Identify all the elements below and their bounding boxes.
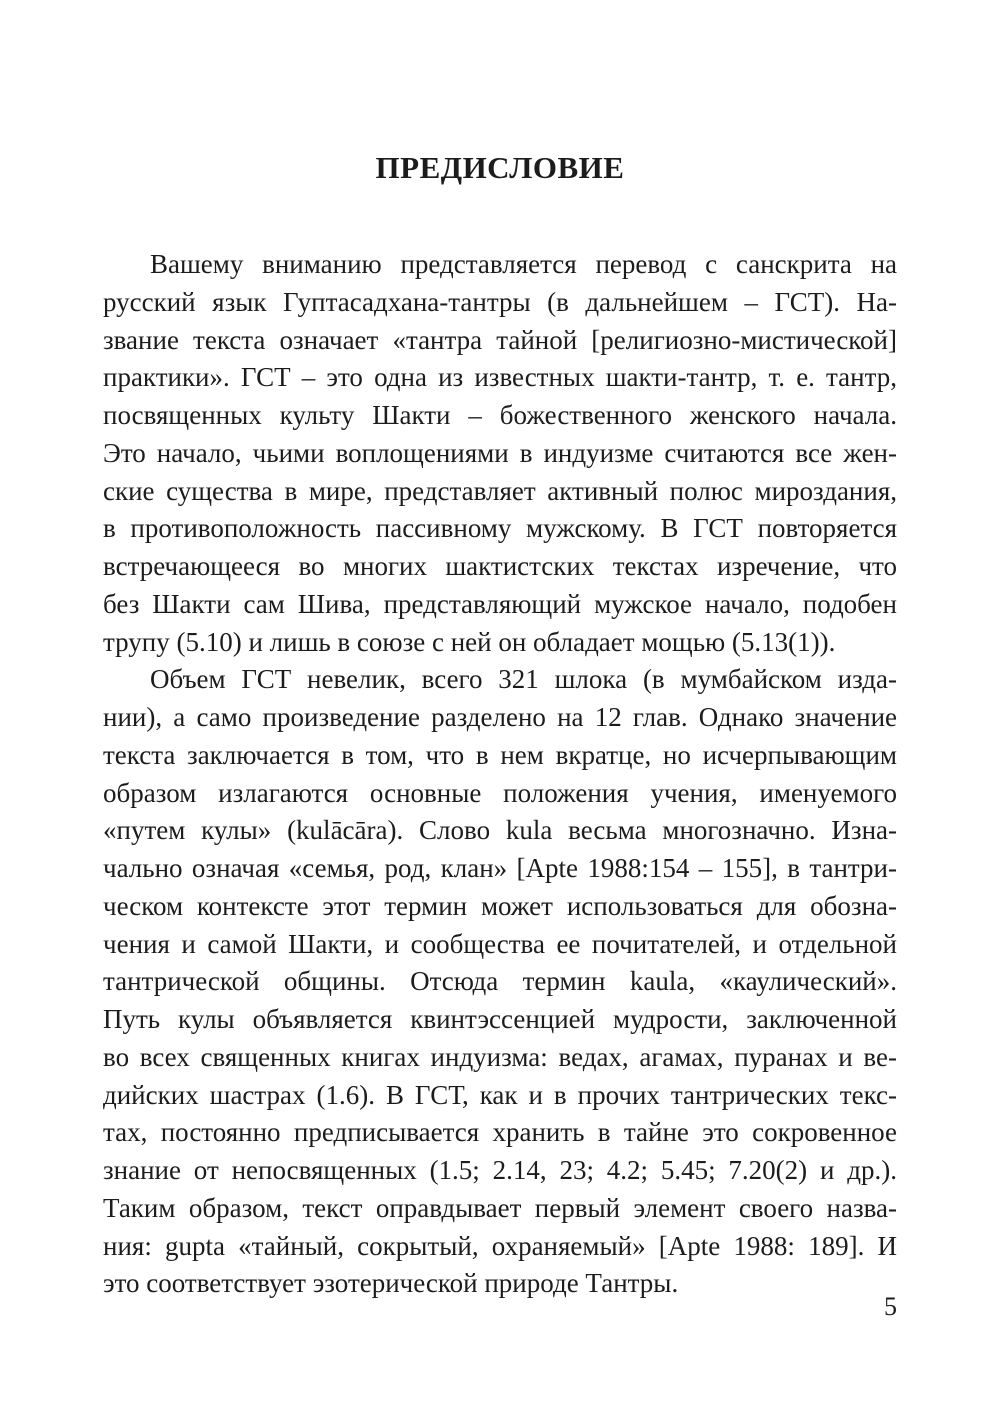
text-line: звание текста означает «тантра тайной [религиозно-мистической]: [103, 324, 897, 355]
text-line: тах, постоянно предписывается хранить в тайне это сокровенное: [103, 1117, 897, 1148]
text-line: Это начало, чьими воплощениями в индуизме считаются все жен-: [103, 437, 897, 468]
body-text: [103, 246, 897, 1303]
text-line: Таким образом, текст оправдывает первый элемент своего назва-: [103, 1192, 897, 1223]
text-line: трупу (5.10) и лишь в союзе с ней он обладает мощью (5.13(1)).: [103, 626, 836, 657]
text-line: ские существа в мире, представляет активный полюс мироздания,: [103, 475, 897, 506]
page-title: ПРЕДИСЛОВИЕ: [375, 150, 625, 185]
text-line: ческом контексте этот термин может использоваться для обозна-: [103, 890, 897, 921]
text-line: русский язык Гуптасадхана-тантры (в дальнейшем – ГСТ). На-: [103, 286, 897, 317]
text-line: чения и самой Шакти, и сообщества ее почитателей, и отдельной: [103, 928, 897, 959]
text-line: без Шакти сам Шива, представляющий мужское начало, подобен: [103, 588, 897, 619]
text-line: образом излагаются основные положения учения, именуемого: [103, 777, 897, 808]
page-number: 5: [884, 1292, 897, 1321]
text-line: нии), а само произведение разделено на 12 глав. Однако значение: [103, 702, 897, 732]
text-line: Путь кулы объявляется квинтэссенцией мудрости, заключенной: [103, 1004, 897, 1034]
text-line: это соответствует эзотерической природе Тантры.: [103, 1268, 679, 1299]
text-line: встречающееся во многих шактистских текстах изречение, что: [103, 551, 897, 581]
text-line: «путем кулы» (kulācāra). Слово kula весьма многозначно. Изна-: [103, 815, 897, 846]
text-line: посвященных культу Шакти – божественного женского начала.: [103, 400, 897, 430]
text-line: Объем ГСТ невелик, всего 321 шлока (в мумбайском изда-: [150, 664, 897, 695]
text-line: тантрической общины. Отсюда термин kaula, «каулический».: [103, 966, 897, 997]
text-line: во всех священных книгах индуизма: ведах, агамах, пуранах и ве-: [103, 1041, 897, 1072]
text-line: текста заключается в том, что в нем вкратце, но исчерпывающим: [103, 739, 897, 770]
text-line: практики». ГСТ – это одна из известных шакти-тантр, т. е. тантр,: [103, 362, 897, 393]
text-line: Вашему вниманию представляется перевод с санскрита на: [150, 249, 897, 279]
text-line: дийских шастрах (1.6). В ГСТ, как и в прочих тантрических текс-: [103, 1079, 897, 1110]
text-line: чально означая «семья, род, клан» [Apte 1988:154 – 155], в тантри-: [103, 853, 897, 883]
text-line: ния: gupta «тайный, сокрытый, охраняемый» [Apte 1988: 189]. И: [103, 1230, 897, 1261]
text-line: знание от непосвященных (1.5; 2.14, 23; 4.2; 5.45; 7.20(2) и др.).: [103, 1155, 897, 1185]
text-line: в противоположность пассивному мужскому. В ГСТ повторяется: [103, 513, 897, 544]
